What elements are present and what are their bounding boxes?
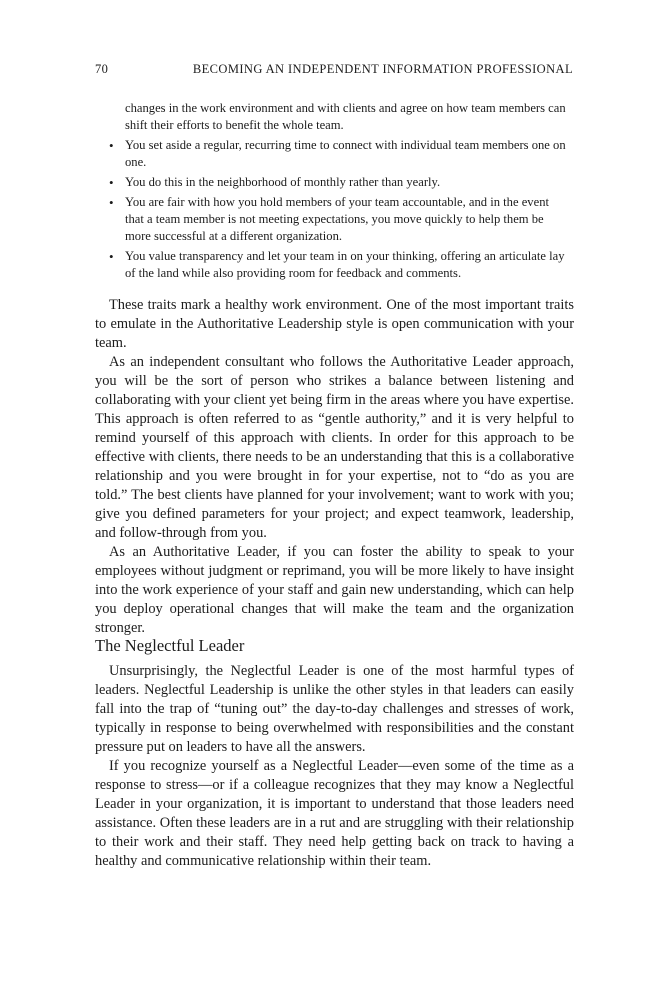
bullet-continuation: changes in the work environment and with clients and agree on how team members can shift their efforts to benefit the whole team.	[125, 101, 566, 132]
paragraph: If you recognize yourself as a Neglectful Leader—even some of the time as a response to stress—or if a colleague recognizes that they may know a Neglectful Leader in your organization, it is important to understand that those leaders need assistance. Often these leaders are in a rut and are struggling with their relationship to their work and their staff. They need help getting back on track to having a healthy and communicative relationship within their team.	[95, 758, 574, 869]
bullet-list	[108, 100, 570, 282]
running-title: BECOMING AN INDEPENDENT INFORMATION PROFESSIONAL	[192, 62, 573, 76]
paragraph: As an Authoritative Leader, if you can foster the ability to speak to your employees without judgment or reprimand, you will be more likely to have insight into the work experience of your staff and gain new understanding, which can help you deploy operational changes that will make the team and the organization stronger.	[95, 544, 574, 636]
bullet-item: • You do this in the neighborhood of monthly rather than yearly.	[108, 174, 570, 191]
bullet-item: • You are fair with how you hold members of your team accountable, and in the event that a team member is not meeting expectations, you move quickly to help them be more successful at a different organization.	[108, 194, 570, 245]
running-head	[95, 62, 573, 82]
body-text-neglectful	[95, 662, 574, 871]
bullet-item: • You value transparency and let your team in on your thinking, offering an articulate lay of the land while also providing room for feedback and comments.	[108, 248, 570, 282]
paragraph: As an independent consultant who follows the Authoritative Leader approach, you will be the sort of person who strikes a balance between listening and collaborating with your client yet being firm in the areas where you have expertise. This approach is often referred to as “gentle authority,” and it is very helpful to remind yourself of this approach with clients. In order for this approach to be effective with clients, there needs to be an understanding that this is a collaborative relationship and you were brought in for your expertise, not to “do as you are told.” The best clients have planned for your involvement; want to work with you; give you defined parameters for your project; and expect teamwork, leadership, and follow-through from you.	[95, 354, 574, 541]
paragraph: Unsurprisingly, the Neglectful Leader is one of the most harmful types of leaders. Neglectful Leadership is unlike the other styles in that leaders can easily fall into the trap of “tuning out” the day-to-day challenges and stresses of work, typically in response to being overwhelmed with responsibilities and the constant pressure put on leaders to have all the answers.	[95, 663, 574, 755]
page-number: 70	[95, 62, 109, 76]
paragraph: These traits mark a healthy work environment. One of the most important traits to emulate in the Authoritative Leadership style is open communication with your team.	[95, 297, 574, 351]
bullet-item: • You set aside a regular, recurring time to connect with individual team members one on one.	[108, 137, 570, 171]
body-text-authoritative	[95, 296, 574, 638]
section-heading: The Neglectful Leader	[95, 636, 245, 655]
